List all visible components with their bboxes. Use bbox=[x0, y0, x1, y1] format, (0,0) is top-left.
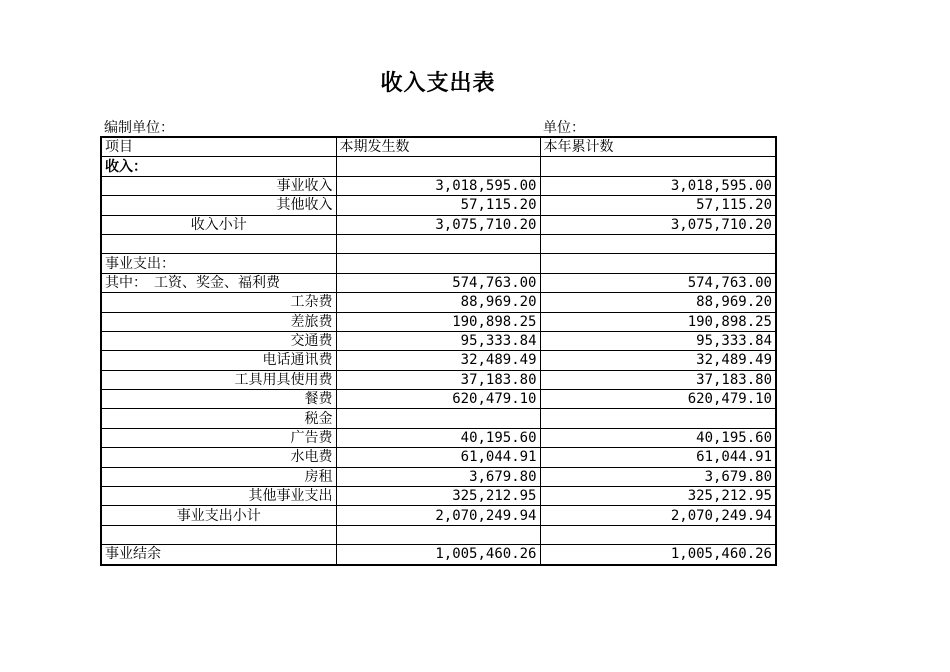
year-cumulative-cell[interactable]: 61,044.91 bbox=[540, 448, 776, 467]
current-period-cell[interactable]: 57,115.20 bbox=[336, 196, 540, 215]
row-label-cell[interactable]: 差旅费 bbox=[101, 312, 336, 331]
table-row bbox=[101, 428, 776, 447]
year-cumulative-cell[interactable]: 2,070,249.94 bbox=[540, 506, 776, 525]
current-period-cell[interactable] bbox=[336, 234, 540, 253]
year-cumulative-cell[interactable]: 95,333.84 bbox=[540, 331, 776, 350]
table-row bbox=[101, 331, 776, 350]
year-cumulative-cell[interactable] bbox=[540, 234, 776, 253]
income-expense-table bbox=[100, 136, 777, 566]
year-cumulative-cell[interactable]: 3,075,710.20 bbox=[540, 215, 776, 234]
table-row bbox=[101, 234, 776, 253]
current-period-cell[interactable] bbox=[336, 254, 540, 273]
preparing-unit-label: 编制单位： bbox=[104, 120, 174, 136]
table-row bbox=[101, 487, 776, 506]
current-period-cell[interactable]: 574,763.00 bbox=[336, 273, 540, 292]
current-period-cell[interactable] bbox=[336, 525, 540, 544]
row-label-cell[interactable]: 税金 bbox=[101, 409, 336, 428]
row-label-cell[interactable]: 餐费 bbox=[101, 390, 336, 409]
row-label-cell[interactable] bbox=[101, 525, 336, 544]
year-cumulative-cell[interactable]: 3,679.80 bbox=[540, 467, 776, 486]
row-label-cell[interactable]: 收入： bbox=[101, 157, 336, 176]
year-cumulative-cell[interactable] bbox=[540, 409, 776, 428]
year-cumulative-cell[interactable]: 57,115.20 bbox=[540, 196, 776, 215]
table-row bbox=[101, 409, 776, 428]
table-row bbox=[101, 312, 776, 331]
year-cumulative-cell[interactable]: 32,489.49 bbox=[540, 351, 776, 370]
row-label-cell[interactable]: 事业支出小计 bbox=[101, 506, 336, 525]
table-row bbox=[101, 448, 776, 467]
current-period-cell[interactable]: 325,212.95 bbox=[336, 487, 540, 506]
current-period-cell[interactable]: 3,018,595.00 bbox=[336, 176, 540, 195]
row-label-cell[interactable]: 事业收入 bbox=[101, 176, 336, 195]
header-year-cumulative[interactable]: 本年累计数 bbox=[540, 137, 776, 157]
row-label-cell[interactable]: 水电费 bbox=[101, 448, 336, 467]
row-label-cell[interactable]: 其他收入 bbox=[101, 196, 336, 215]
header-current-period[interactable]: 本期发生数 bbox=[336, 137, 540, 157]
table-row bbox=[101, 176, 776, 195]
current-period-cell[interactable]: 95,333.84 bbox=[336, 331, 540, 350]
current-period-cell[interactable]: 61,044.91 bbox=[336, 448, 540, 467]
year-cumulative-cell[interactable]: 190,898.25 bbox=[540, 312, 776, 331]
year-cumulative-cell[interactable]: 620,479.10 bbox=[540, 390, 776, 409]
current-period-cell[interactable] bbox=[336, 409, 540, 428]
row-label-cell[interactable]: 其中： 工资、奖金、福利费 bbox=[101, 273, 336, 292]
report-title: 收入支出表 bbox=[380, 71, 496, 96]
current-period-cell[interactable]: 37,183.80 bbox=[336, 370, 540, 389]
row-label-cell[interactable]: 事业结余 bbox=[101, 545, 336, 565]
current-period-cell[interactable] bbox=[336, 157, 540, 176]
row-label-cell[interactable]: 电话通讯费 bbox=[101, 351, 336, 370]
current-period-cell[interactable]: 2,070,249.94 bbox=[336, 506, 540, 525]
table-row bbox=[101, 196, 776, 215]
header-row bbox=[101, 137, 776, 157]
year-cumulative-cell[interactable]: 3,018,595.00 bbox=[540, 176, 776, 195]
current-period-cell[interactable]: 88,969.20 bbox=[336, 293, 540, 312]
year-cumulative-cell[interactable]: 1,005,460.26 bbox=[540, 545, 776, 565]
table-row bbox=[101, 215, 776, 234]
table-row bbox=[101, 467, 776, 486]
table-row bbox=[101, 525, 776, 544]
current-period-cell[interactable]: 3,679.80 bbox=[336, 467, 540, 486]
row-label-cell[interactable]: 交通费 bbox=[101, 331, 336, 350]
current-period-cell[interactable]: 190,898.25 bbox=[336, 312, 540, 331]
current-period-cell[interactable]: 32,489.49 bbox=[336, 351, 540, 370]
current-period-cell[interactable]: 620,479.10 bbox=[336, 390, 540, 409]
current-period-cell[interactable]: 3,075,710.20 bbox=[336, 215, 540, 234]
header-item[interactable]: 项目 bbox=[101, 137, 336, 157]
year-cumulative-cell[interactable]: 88,969.20 bbox=[540, 293, 776, 312]
table-row bbox=[101, 351, 776, 370]
row-label-cell[interactable]: 工具用具使用费 bbox=[101, 370, 336, 389]
current-period-cell[interactable]: 1,005,460.26 bbox=[336, 545, 540, 565]
year-cumulative-cell[interactable]: 574,763.00 bbox=[540, 273, 776, 292]
year-cumulative-cell[interactable] bbox=[540, 254, 776, 273]
row-label-cell[interactable]: 收入小计 bbox=[101, 215, 336, 234]
unit-label: 单位： bbox=[543, 120, 585, 136]
year-cumulative-cell[interactable] bbox=[540, 157, 776, 176]
row-label-cell[interactable]: 房租 bbox=[101, 467, 336, 486]
table-row bbox=[101, 506, 776, 525]
row-label-cell[interactable]: 广告费 bbox=[101, 428, 336, 447]
table-row bbox=[101, 370, 776, 389]
table-row bbox=[101, 545, 776, 565]
row-label-cell[interactable]: 其他事业支出 bbox=[101, 487, 336, 506]
row-label-cell[interactable] bbox=[101, 234, 336, 253]
table-row bbox=[101, 273, 776, 292]
row-label-cell[interactable]: 事业支出： bbox=[101, 254, 336, 273]
year-cumulative-cell[interactable]: 37,183.80 bbox=[540, 370, 776, 389]
year-cumulative-cell[interactable]: 40,195.60 bbox=[540, 428, 776, 447]
table-row bbox=[101, 293, 776, 312]
table-row bbox=[101, 157, 776, 176]
year-cumulative-cell[interactable] bbox=[540, 525, 776, 544]
year-cumulative-cell[interactable]: 325,212.95 bbox=[540, 487, 776, 506]
table-row bbox=[101, 254, 776, 273]
table-row bbox=[101, 390, 776, 409]
current-period-cell[interactable]: 40,195.60 bbox=[336, 428, 540, 447]
row-label-cell[interactable]: 工杂费 bbox=[101, 293, 336, 312]
